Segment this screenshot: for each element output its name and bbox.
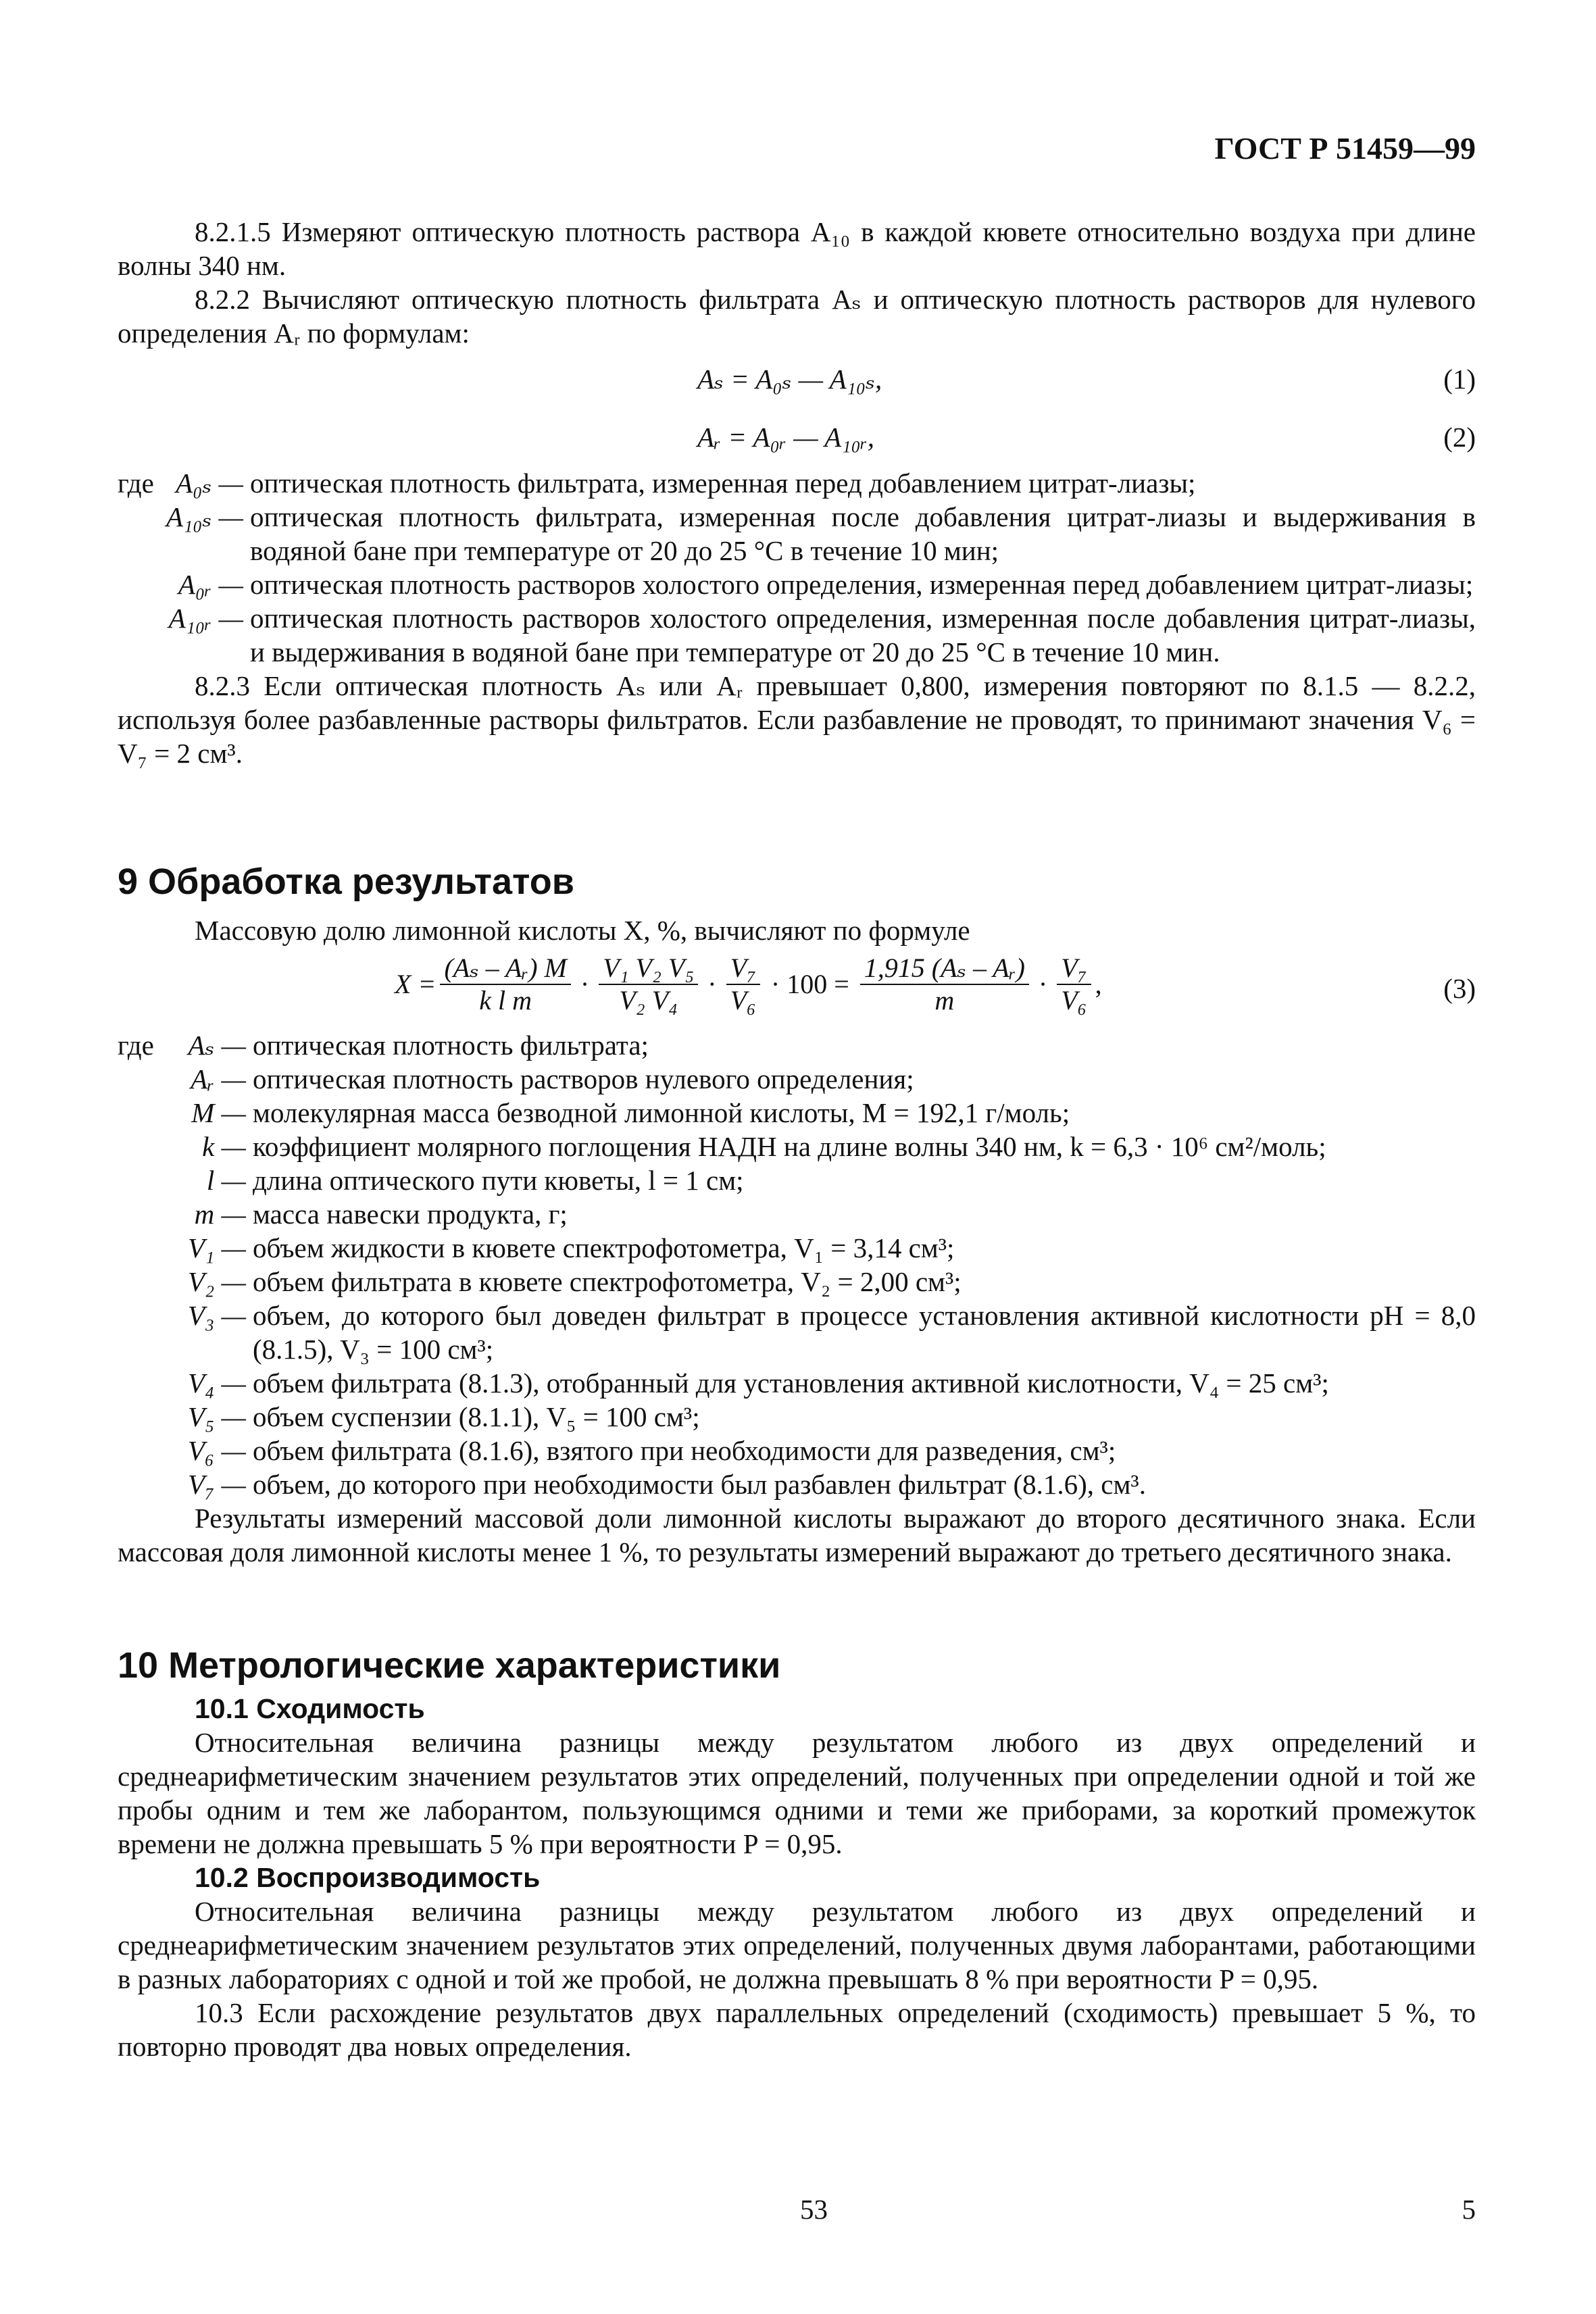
definition-item bbox=[118, 1299, 1476, 1366]
definition-item bbox=[118, 1231, 1476, 1265]
definition-item bbox=[118, 1096, 1476, 1130]
formula-3-expression: X = $\frac{\text{(Aₛ – Aᵣ) M}}{\text{k l m}}$ · $\frac{\text{V₁ V₂ V₅}}{\text{V₂ V₄}}$ · $\frac{\text{V₇}}{\text{V₆}}$ · 100 = $\frac{\text{1,915 (Aₛ – Aᵣ)}}{m}$ · $\frac{\text{V₇}}{\text{V₆}}$ , bbox=[395, 953, 1102, 1015]
formula-3-tail: , bbox=[1095, 969, 1102, 999]
definition-text: объем суспензии (8.1.1), V₅ = 100 см³; bbox=[253, 1401, 700, 1432]
definition-item bbox=[118, 466, 1476, 500]
definition-text: объем фильтрата в кювете спектрофотометра, V₂ = 2,00 см³; bbox=[253, 1266, 962, 1297]
definition-text: объем, до которого был доведен фильтрат в процессе установления активной кислотности pH = 8,0 (8.1.5), V₃ = 100 см³; bbox=[253, 1300, 1476, 1365]
definition-symbol: V₆ — bbox=[187, 1435, 246, 1466]
definition-text: оптическая плотность фильтрата, измеренная перед добавлением цитрат-лиазы; bbox=[250, 468, 1196, 499]
definition-prefix: где bbox=[118, 1030, 154, 1061]
definition-text: объем фильтрата (8.1.3), отобранный для установления активной кислотности, V₄ = 25 см³; bbox=[253, 1367, 1329, 1399]
definition-text: молекулярная масса безводной лимонной кислоты, M = 192,1 г/моль; bbox=[253, 1097, 1070, 1128]
fraction-2: $\frac{\text{V₁ V₂ V₅}}{\text{V₂ V₄}}$ bbox=[599, 953, 698, 1016]
fraction-1: $\frac{\text{(Aₛ – Aᵣ) M}}{\text{k l m}}$ bbox=[440, 953, 570, 1016]
definition-item bbox=[118, 1130, 1476, 1163]
formula-2-number: (2) bbox=[1443, 422, 1476, 453]
paragraph-8-2-2: 8.2.2 Вычисляют оптическую плотность фильтрата Aₛ и оптическую плотность растворов для нулевого определения Aᵣ по формулам: bbox=[118, 284, 1476, 349]
definition-item bbox=[118, 500, 1476, 568]
definition-item bbox=[118, 1163, 1476, 1197]
definition-symbol: l — bbox=[206, 1165, 246, 1196]
definition-symbol: A₁₀ₛ — bbox=[166, 501, 243, 532]
definition-text: оптическая плотность фильтрата, измеренная после добавления цитрат-лиазы и выдерживания в водяной бане при температуре от 20 до 25 °С в течение 10 мин; bbox=[250, 501, 1476, 566]
document-header-code: ГОСТ Р 51459—99 bbox=[1214, 131, 1476, 166]
formula-2-expression: Aᵣ = A₀ᵣ — A₁₀ᵣ, bbox=[697, 422, 875, 453]
definition-text: коэффициент молярного поглощения НАДН на длине волны 340 нм, k = 6,3 · 10⁶ см²/моль; bbox=[253, 1131, 1326, 1162]
definition-item bbox=[118, 1062, 1476, 1096]
section-10-3-text: 10.3 Если расхождение результатов двух параллельных определений (сходимость) превышает 5 %, то повторно проводят два новых определения. bbox=[118, 1997, 1476, 2062]
definition-symbol: V₄ — bbox=[187, 1367, 246, 1399]
definition-symbol: V₅ — bbox=[187, 1401, 246, 1432]
formula-3-mult: · 100 = bbox=[770, 969, 849, 999]
paragraph-results: Результаты измерений массовой доли лимонной кислоты выражают до второго десятичного знака. Если массовая доля лимонной кислоты менее 1 %, то результаты измерений выражают до третьего десятичного знака. bbox=[118, 1503, 1476, 1567]
formula-1-expression: Aₛ = A₀ₛ — A₁₀ₛ, bbox=[697, 363, 882, 395]
paragraph-8-2-3: 8.2.3 Если оптическая плотность Aₛ или Aᵣ превышает 0,800, измерения повторяют по 8.1.5 — 8.2.2, используя более разбавленные растворы фильтратов. Если разбавление не проводят, то принимают значения V₆ = V₇ = 2 см³. bbox=[118, 670, 1476, 769]
formula-3-lhs: X = bbox=[395, 969, 437, 999]
definition-text: оптическая плотность растворов холостого определения, измеренная после добавления цитрат-лиазы, и выдерживания в водяной бане при температуре от 20 до 25 °С в течение 10 мин. bbox=[250, 603, 1476, 668]
definition-symbol: V₁ — bbox=[187, 1232, 246, 1263]
definition-item bbox=[118, 1197, 1476, 1231]
document-page bbox=[118, 0, 1476, 2314]
section-10 bbox=[118, 1645, 1476, 2063]
section-10-1-title: 10.1 Сходимость bbox=[195, 1693, 425, 1724]
formula-2 bbox=[118, 408, 1476, 466]
definition-text: объем фильтрата (8.1.6), взятого при необходимости для разведения, см³; bbox=[253, 1435, 1116, 1466]
definition-symbol: M — bbox=[191, 1097, 246, 1128]
definition-item bbox=[118, 568, 1476, 601]
section-9-title: 9 Обработка результатов bbox=[118, 861, 574, 902]
fraction-3: $\frac{\text{V₇}}{\text{V₆}}$ bbox=[726, 953, 760, 1016]
definition-item bbox=[118, 1265, 1476, 1299]
section-9 bbox=[118, 861, 1476, 1569]
definition-item bbox=[118, 1366, 1476, 1400]
definition-symbol: k — bbox=[202, 1131, 246, 1162]
section-10-title: 10 Метрологические характеристики bbox=[118, 1645, 781, 1686]
section-10-2-text: Относительная величина разницы между результатом любого из двух определений и среднеарифметическим значением результатов этих определений, полученных двумя лаборантами, работающими в разных лабораториях с одной и той же пробой, не должна превышать 8 % при вероятности P = 0,95. bbox=[118, 1896, 1476, 1994]
section-10-1-text: Относительная величина разницы между результатом любого из двух определений и среднеарифметическим значением результатов этих определений, полученных при определении одной и той же пробы одним и тем же лаборантом, пользующимся одними и теми же приборами, за короткий промежуток времени не должна превышать 5 % при вероятности P = 0,95. bbox=[118, 1727, 1476, 1859]
definition-text: оптическая плотность фильтрата; bbox=[253, 1030, 649, 1061]
definition-item bbox=[118, 1400, 1476, 1434]
formula-1 bbox=[118, 350, 1476, 408]
definition-symbol: где A₀ₛ — bbox=[118, 468, 243, 499]
definition-text: длина оптического пути кюветы, l = 1 см; bbox=[253, 1165, 744, 1196]
definition-symbol: V₂ — bbox=[187, 1266, 246, 1297]
definition-item bbox=[118, 1434, 1476, 1467]
definition-symbol: A₁₀ᵣ — bbox=[168, 603, 243, 634]
definitions-list-1 bbox=[118, 466, 1476, 669]
definitions-list-2 bbox=[118, 1028, 1476, 1501]
formula-1-number: (1) bbox=[1443, 363, 1476, 395]
page-number-center: 53 bbox=[800, 2194, 828, 2225]
definition-text: оптическая плотность растворов холостого определения, измеренная перед добавлением цитрат-лиазы; bbox=[250, 569, 1474, 600]
formula-3-number: (3) bbox=[1443, 973, 1476, 1004]
definition-symbol: m — bbox=[194, 1199, 246, 1230]
fraction-4: $\frac{\text{1,915 (Aₛ – Aᵣ)}}{m}$ bbox=[860, 953, 1029, 1016]
definition-symbol: где Aₛ — bbox=[118, 1030, 246, 1061]
definition-text: оптическая плотность растворов нулевого определения; bbox=[253, 1063, 914, 1095]
definition-symbol: V₃ — bbox=[187, 1300, 246, 1331]
formula-3 bbox=[118, 947, 1476, 1028]
definition-text: объем жидкости в кювете спектрофотометра, V₁ = 3,14 см³; bbox=[253, 1232, 955, 1263]
paragraph-8-2-1-5: 8.2.1.5 Измеряют оптическую плотность раствора A₁₀ в каждой кювете относительно воздуха при длине волны 340 нм. bbox=[118, 216, 1476, 281]
definition-prefix: где bbox=[118, 468, 154, 499]
definition-item bbox=[118, 1028, 1476, 1062]
section-9-intro: Массовую долю лимонной кислоты X, %, вычисляют по формуле bbox=[195, 915, 970, 946]
section-10-2-title: 10.2 Воспроизводимость bbox=[195, 1862, 541, 1893]
fraction-5: $\frac{\text{V₇}}{\text{V₆}}$ bbox=[1057, 953, 1091, 1016]
definition-item bbox=[118, 601, 1476, 669]
definition-text: объем, до которого при необходимости был разбавлен фильтрат (8.1.6), см³. bbox=[253, 1469, 1146, 1500]
definition-symbol: V₇ — bbox=[187, 1469, 246, 1500]
definition-symbol: A₀ᵣ — bbox=[178, 569, 243, 600]
definition-item bbox=[118, 1467, 1476, 1501]
section-8-2 bbox=[118, 215, 1476, 770]
definition-text: масса навески продукта, г; bbox=[253, 1199, 568, 1230]
page-number-right: 5 bbox=[1462, 2194, 1476, 2225]
definition-symbol: Aᵣ — bbox=[191, 1063, 246, 1095]
